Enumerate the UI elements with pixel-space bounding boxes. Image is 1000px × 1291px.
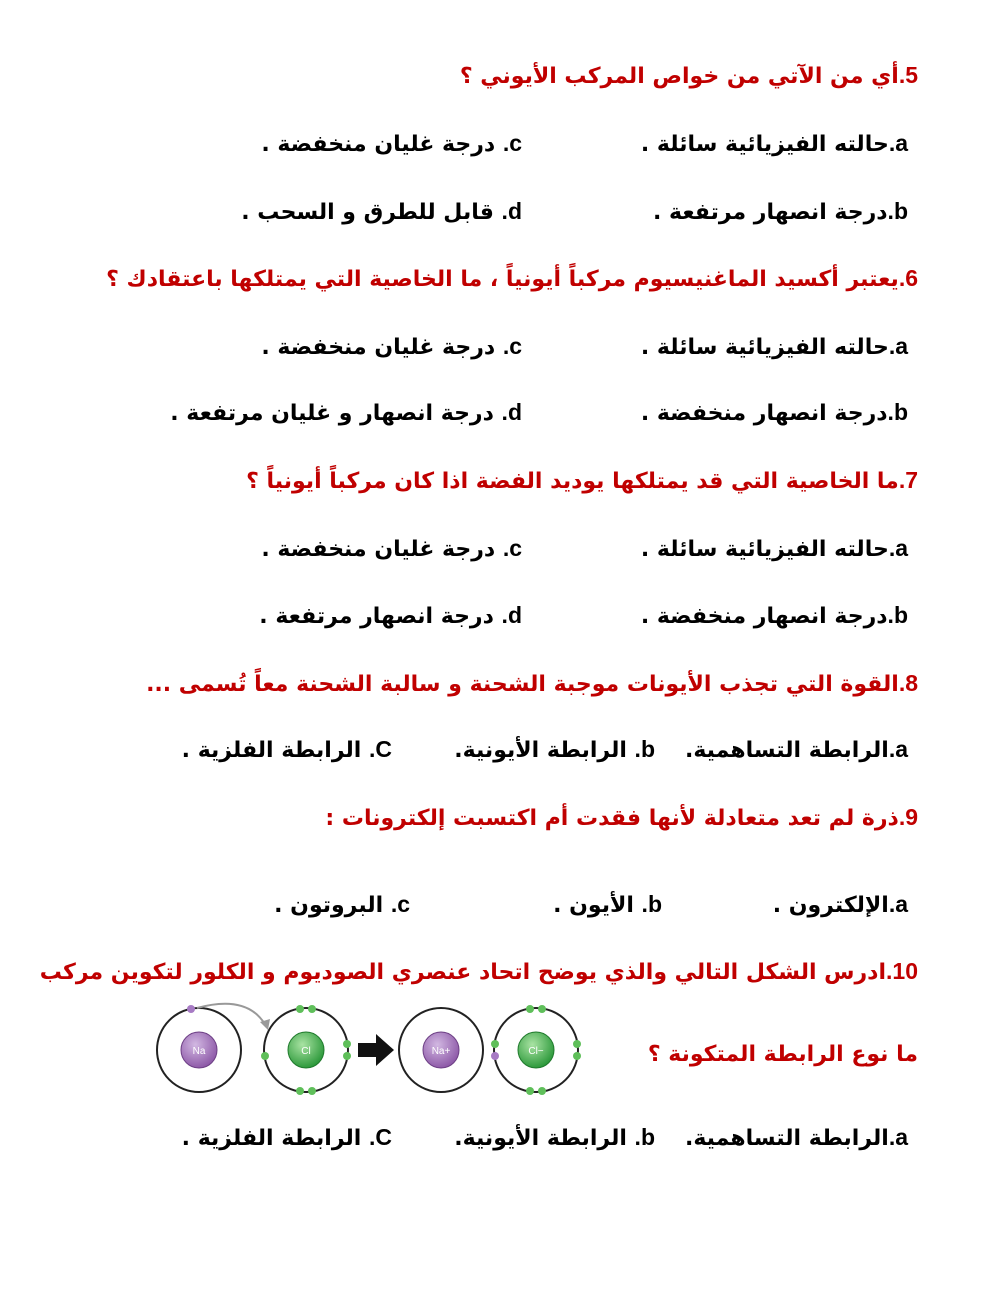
option-text: درجة انصهار مرتفعة .: [259, 604, 502, 629]
question-number: 5.: [898, 62, 918, 88]
reaction-arrow-icon: [358, 1034, 394, 1066]
option-letter: b.: [634, 1124, 655, 1150]
option-letter: c.: [502, 333, 522, 359]
option-letter: b.: [641, 891, 662, 917]
option-letter: a.: [888, 1124, 908, 1150]
option-letter: C.: [368, 1124, 392, 1150]
option-letter: d.: [501, 198, 522, 224]
electron-icon: [187, 1005, 195, 1013]
option-letter: b.: [887, 198, 908, 224]
option-text: الأيون .: [553, 893, 642, 918]
option-letter: b.: [634, 736, 655, 762]
option-text: الرابطة الأيونية.: [454, 738, 635, 763]
question-8: [146, 670, 918, 697]
option-letter: a.: [888, 535, 908, 561]
option-b[interactable]: [641, 602, 908, 629]
question-number: 6.: [898, 265, 918, 291]
question-text: ادرس الشكل التالي والذي يوضح اتحاد عنصري الصوديوم و الكلور لتكوين مركب: [39, 960, 887, 985]
question-text: القوة التي تجذب الأيونات موجبة الشحنة و سالبة الشحنة معاً تُسمى ...: [146, 672, 899, 697]
option-b[interactable]: [553, 891, 662, 918]
option-a[interactable]: [641, 535, 908, 562]
option-text: الرابطة الأيونية.: [454, 1126, 635, 1151]
option-c[interactable]: [274, 891, 410, 918]
option-a[interactable]: [641, 130, 908, 157]
option-text: حالته الفيزيائية سائلة .: [640, 537, 889, 562]
option-b[interactable]: [454, 736, 655, 763]
option-letter: a.: [888, 736, 908, 762]
option-a[interactable]: [685, 736, 908, 763]
option-b[interactable]: [641, 399, 908, 426]
question-text: ذرة لم تعد متعادلة لأنها فقدت أم اكتسبت إلكترونات :: [325, 806, 899, 831]
question-7: [246, 467, 918, 494]
atom-label-na-plus: Na+: [431, 1046, 451, 1057]
option-text: الرابطة الفلزية .: [181, 738, 369, 763]
question-text: أي من الآتي من خواص المركب الأيوني ؟: [459, 64, 899, 89]
question-number: 10.: [886, 958, 918, 984]
option-text: درجة غليان منخفضة .: [261, 132, 503, 157]
option-letter: c.: [502, 535, 522, 561]
sodium-ion: [399, 1008, 483, 1092]
atom-label-na: Na: [192, 1046, 206, 1057]
option-letter: b.: [887, 399, 908, 425]
option-letter: d.: [501, 399, 522, 425]
option-text: الرابطة التساهمية.: [684, 738, 889, 763]
question-10: [40, 958, 918, 985]
option-letter: a.: [888, 333, 908, 359]
option-letter: c.: [390, 891, 410, 917]
option-text: درجة انصهار منخفضة .: [640, 401, 888, 426]
option-c[interactable]: [182, 736, 392, 763]
option-letter: C.: [368, 736, 392, 762]
option-b[interactable]: [454, 1124, 655, 1151]
option-letter: a.: [888, 891, 908, 917]
chloride-ion: [491, 1005, 581, 1095]
sodium-chloride-diagram: [150, 1000, 590, 1104]
option-letter: a.: [888, 130, 908, 156]
question-number: 7.: [898, 467, 918, 493]
option-a[interactable]: [641, 333, 908, 360]
option-text: درجة غليان منخفضة .: [261, 335, 503, 360]
atom-label-cl-minus: Cl−: [528, 1046, 544, 1057]
option-c[interactable]: [261, 130, 522, 157]
option-text: درجة انصهار منخفضة .: [640, 604, 888, 629]
option-d[interactable]: [259, 602, 522, 629]
option-text: درجة انصهار مرتفعة .: [652, 200, 888, 225]
atom-label-cl: Cl: [301, 1046, 311, 1057]
option-letter: b.: [887, 602, 908, 628]
question-text: يعتبر أكسيد الماغنيسيوم مركباً أيونياً ، ما الخاصية التي يمتلكها باعتقادك ؟: [106, 267, 899, 292]
question-number: 8.: [898, 670, 918, 696]
option-text: درجة انصهار و غليان مرتفعة .: [170, 401, 502, 426]
question-10-subtext: ما نوع الرابطة المتكونة ؟: [647, 1042, 918, 1067]
option-text: درجة غليان منخفضة .: [261, 537, 503, 562]
chlorine-atom: [261, 1005, 351, 1095]
option-c[interactable]: [261, 333, 522, 360]
question-6: [106, 265, 918, 292]
question-number: 9.: [898, 804, 918, 830]
option-letter: c.: [502, 130, 522, 156]
sodium-atom: [157, 1005, 241, 1092]
option-d[interactable]: [241, 198, 522, 225]
option-d[interactable]: [170, 399, 522, 426]
option-a[interactable]: [773, 891, 908, 918]
option-text: حالته الفيزيائية سائلة .: [640, 335, 889, 360]
option-c[interactable]: [261, 535, 522, 562]
question-5: [460, 62, 918, 89]
option-b[interactable]: [653, 198, 908, 225]
option-a[interactable]: [685, 1124, 908, 1151]
option-c[interactable]: [182, 1124, 392, 1151]
question-9: [325, 804, 918, 831]
option-text: الرابطة الفلزية .: [181, 1126, 369, 1151]
option-text: الإلكترون .: [772, 893, 889, 918]
option-text: حالته الفيزيائية سائلة .: [640, 132, 889, 157]
option-letter: d.: [501, 602, 522, 628]
option-text: الرابطة التساهمية.: [684, 1126, 889, 1151]
option-text: قابل للطرق و السحب .: [241, 200, 502, 225]
question-text: ما الخاصية التي قد يمتلكها يوديد الفضة اذا كان مركباً أيونياً ؟: [246, 469, 899, 494]
option-text: البروتون .: [274, 893, 391, 918]
